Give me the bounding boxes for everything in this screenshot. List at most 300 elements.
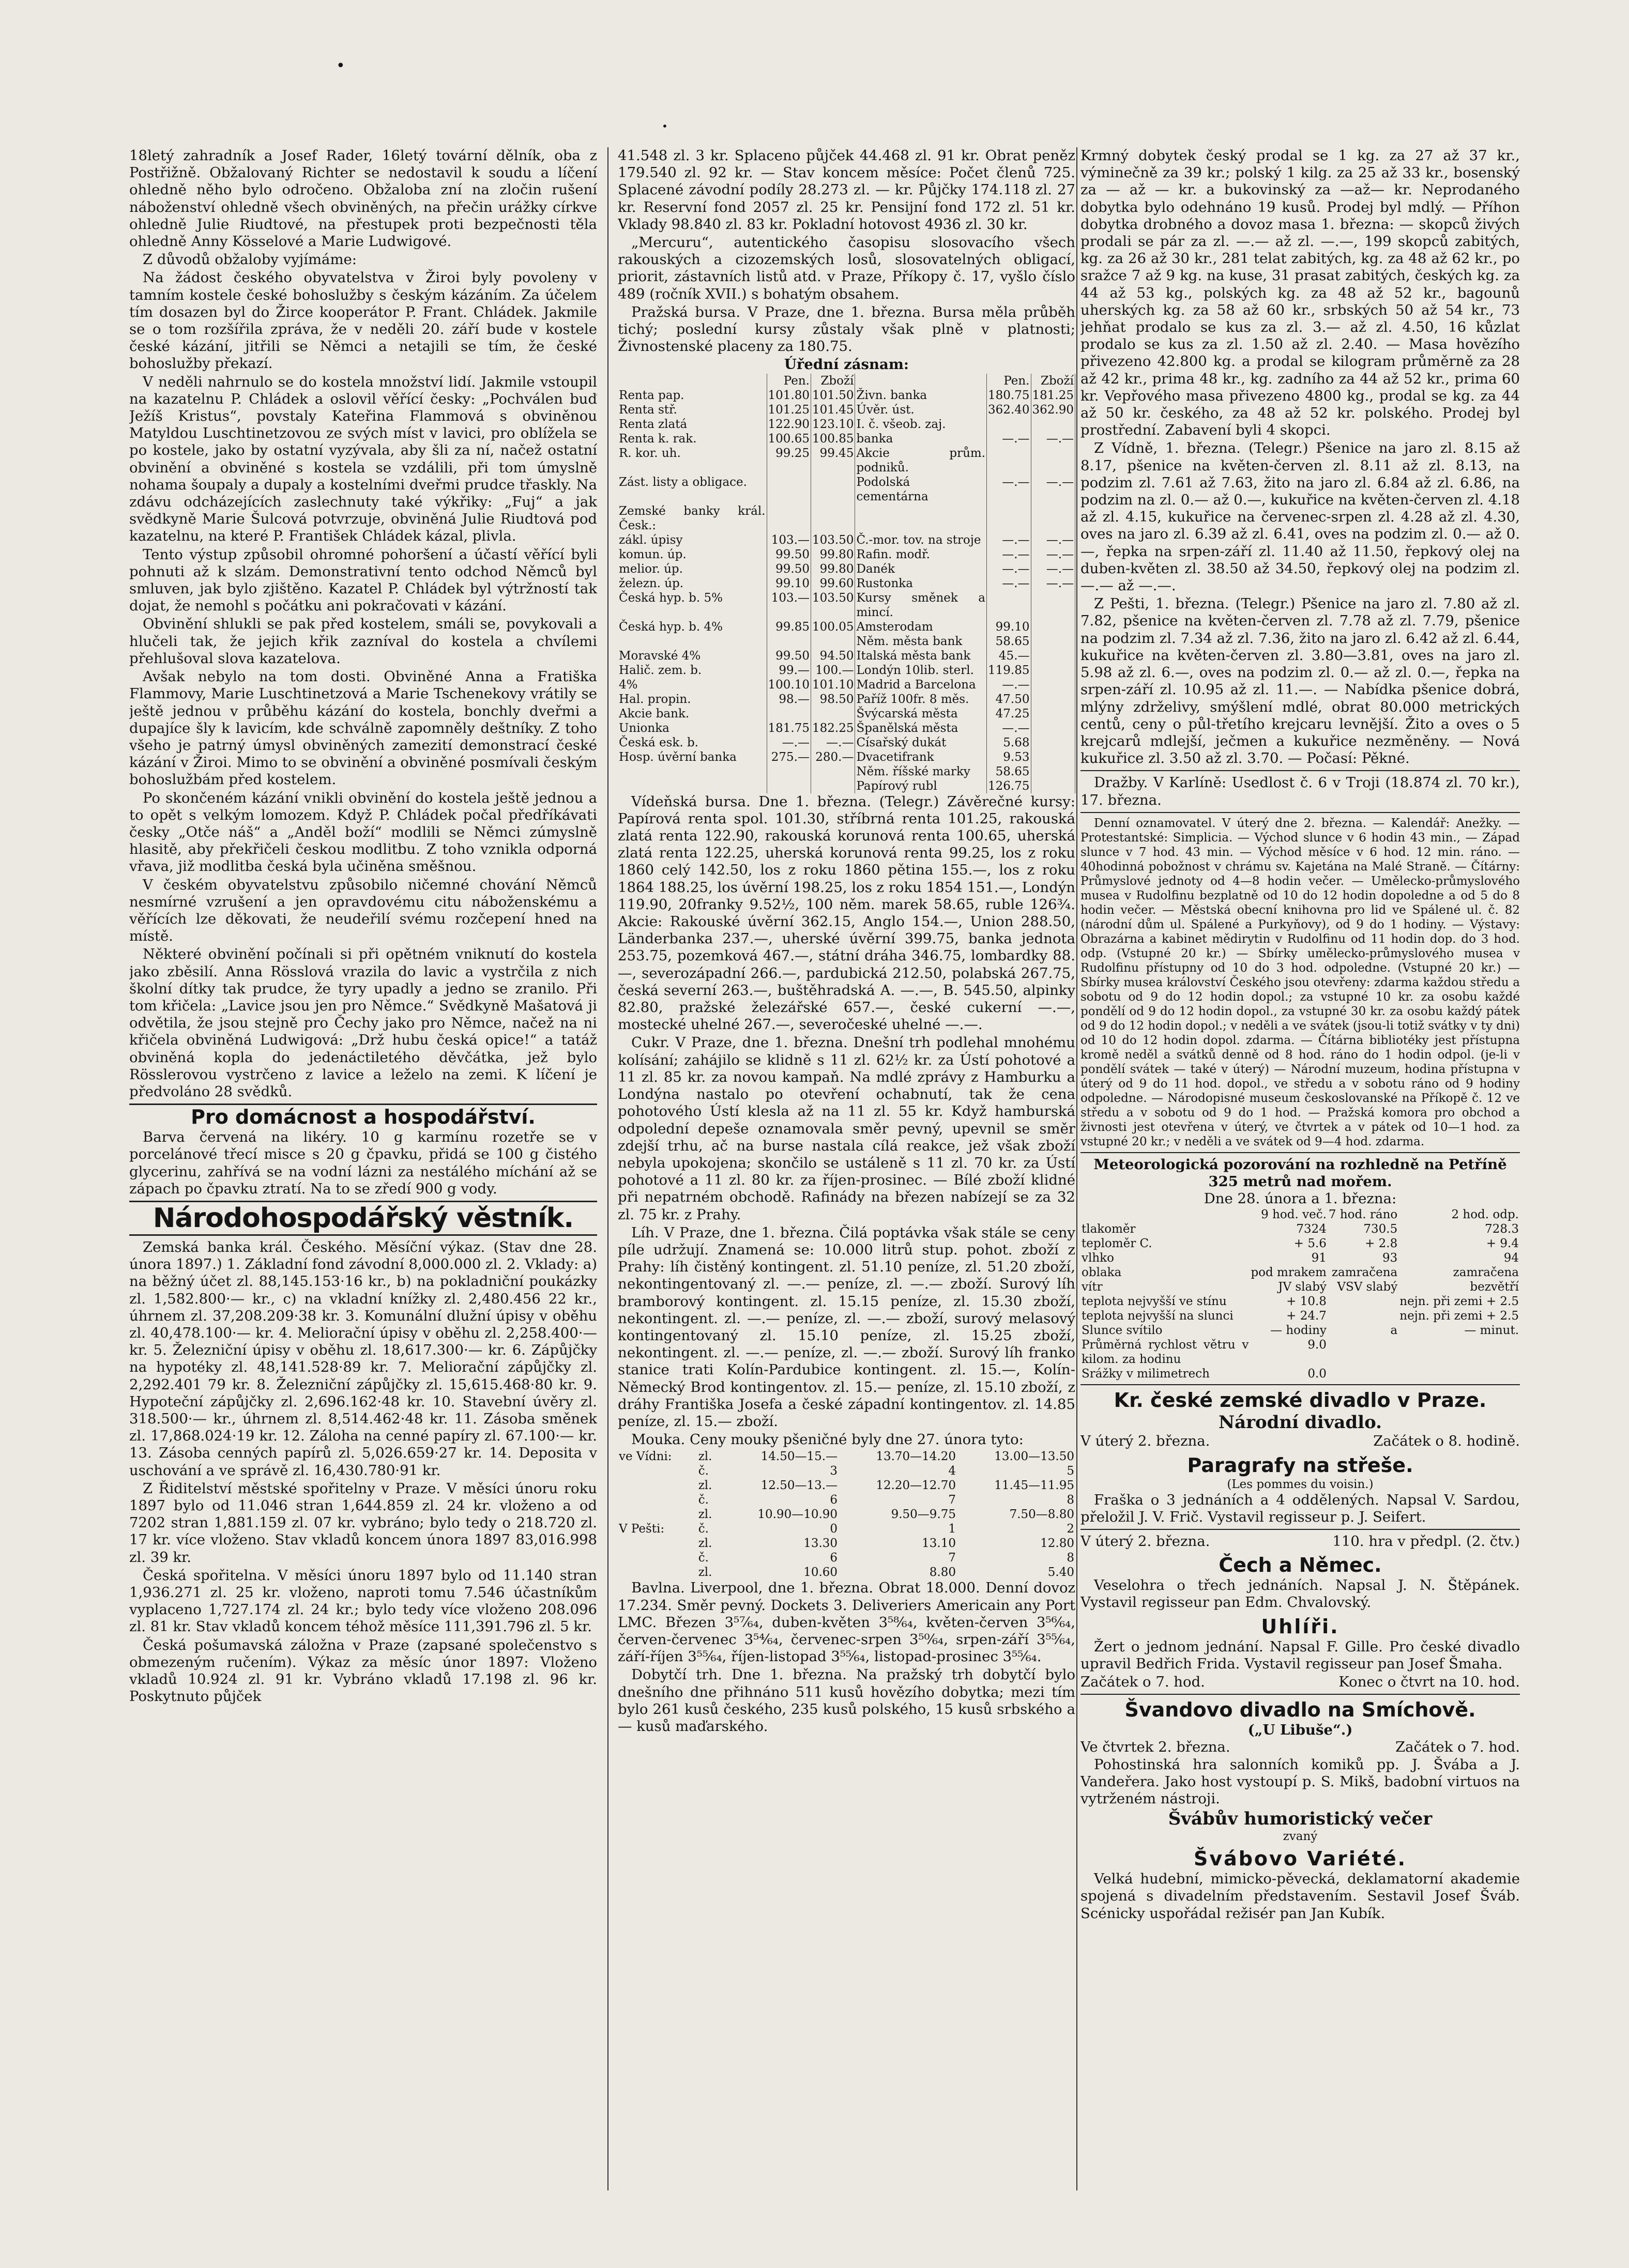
- table-cell: 0: [830, 1522, 838, 1536]
- table-row: [618, 692, 1075, 707]
- table-cell: R. kor. uh.: [618, 446, 767, 475]
- table-row: [618, 721, 1075, 735]
- column-header: 2 hod. odp.: [1451, 1208, 1519, 1222]
- table-cell: [1031, 707, 1075, 721]
- table-cell: Akcie bank.: [618, 707, 767, 721]
- spirits-market-report: Líh. V Praze, dne 1. března. Čilá poptávka však stále se ceny píle udržují. Znamená se: 10.000 litrů stup. pohot. zboží z Prahy: líh čistěný kontingent. zl. 51.10 peníze, zl. 51.20 zboží, nekontingentovaný zl. —.— peníze, zl. —.— zboží. Surový líh bramborový kontingent. zl. 15.15 peníze, zl. 15.30 zboží, nekontingent. zl. —.— peníze, zl. —.— zboží, surový melasový kontingentovaný zl. 15.10 peníze, zl. 15.25 zboží, nekontingent. zl. —.— peníze, zl. —.— zboží. Surový líh franko stanice trati Kolín-Pardubice kontingent. zl. 15.—, Kolín-Německý Brod kontingentov. zl. 15.— peníze, zl. 15.10 zboží, z dráhy Františka Josefa a české západní kontingentov. zl. 14.85 peníze, zl. 15.— zboží.: [618, 1224, 1075, 1430]
- table-cell: [1031, 678, 1075, 692]
- table-cell: 4: [948, 1464, 956, 1478]
- divider: [1080, 1529, 1520, 1530]
- table-cell: 1: [948, 1522, 956, 1536]
- table-cell: [1328, 1294, 1398, 1309]
- table-cell: 99.10: [987, 620, 1031, 634]
- table-cell: Zemské banky král. Česk.:: [618, 504, 767, 533]
- table-cell: JV slabý: [1278, 1280, 1327, 1294]
- table-cell: 8: [1067, 1551, 1074, 1565]
- table-row: [618, 591, 1075, 620]
- table-cell: [987, 446, 1031, 475]
- column-header: 7 hod. ráno: [1328, 1208, 1398, 1222]
- prague-exchange-rows: [618, 388, 1075, 793]
- table-cell: č.: [698, 1522, 709, 1536]
- table-cell: 181.25: [1031, 388, 1075, 403]
- household-tip: Barva červená na likéry. 10 g karmínu rozetře se v porcelánové třecí misce s 20 g čpavku, přidá se 100 g čistého glycerinu, zahřívá se na vodní lázni za nestálého míchání až se zápach po čpavku ztratí. Na to se zředí 900 g vody.: [129, 1129, 597, 1197]
- table-cell: [1031, 692, 1075, 707]
- table-cell: [618, 1507, 697, 1522]
- table-cell: ve Vídni:: [619, 1450, 672, 1464]
- table-cell: [618, 1551, 697, 1565]
- table-row: [618, 533, 1075, 547]
- table-cell: Průměrná rychlost větru v kilom. za hodinu: [1082, 1338, 1249, 1367]
- table-cell: [987, 417, 1031, 432]
- table-cell: zamračena: [1331, 1266, 1398, 1280]
- table-cell: [1031, 591, 1075, 620]
- table-cell: 99.50: [767, 547, 811, 562]
- table-row: [618, 446, 1075, 475]
- table-cell: 99.25: [767, 446, 811, 475]
- table-cell: [767, 764, 811, 779]
- table-cell: Kursy směnek a mincí.: [855, 591, 987, 620]
- table-cell: [618, 779, 767, 793]
- table-cell: 93: [1382, 1251, 1398, 1265]
- table-cell: [618, 1565, 697, 1580]
- table-cell: vítr: [1082, 1280, 1103, 1294]
- table-row: [618, 475, 1075, 504]
- table-cell: [1398, 1338, 1520, 1367]
- table-cell: —.—: [987, 533, 1031, 547]
- table-row: [618, 735, 1075, 750]
- flour-prices-rows: [618, 1449, 1075, 1580]
- table-cell: —.—: [1031, 547, 1075, 562]
- table-row: [618, 562, 1075, 576]
- divider: [1080, 1384, 1520, 1385]
- table-cell: V Pešti:: [619, 1522, 665, 1536]
- table-cell: 6: [830, 1551, 838, 1565]
- svanda-date: Ve čtvrtek 2. března.: [1080, 1739, 1230, 1756]
- vienna-exchange-report: Vídeňská bursa. Dne 1. března. (Telegr.) Závěrečné kursy: Papírová renta spol. 101.30, stříbrná renta 101.25, rakouská zlatá renta 122.90, rakouská korunová renta 100.65, uherská zlatá renta 122.25, uherská korunová renta 99.25, los z roku 1860 celý 142.50, los z roku 1860 pětina 155.—, los z roku 1864 188.25, los úvěrní 198.25, los z roku 1854 151.—, Londýn 119.90, 20franky 9.52½, 100 něm. marek 58.65, ruble 126¾. Akcie: Rakouské úvěrní 362.15, Anglo 154.—, Union 288.50, Länderbanka 237.—, uherské úvěrní 399.75, banka jednota 253.75, pozemková 467.—, státní dráha 346.75, lombardky 88.—, severozápadní 266.—, pardubická 212.50, polabská 267.75, česká severní 263.—, buštěhradská A. —.—, B. 545.50, alpinky 82.80, pražské železářské 657.—, české cukerní —.—, mostecké uhelné 267.—, severočeské uhelné —.—.: [618, 793, 1075, 1033]
- table-cell: Halič. zem. b.: [618, 663, 767, 678]
- table-cell: [1328, 1338, 1398, 1367]
- table-cell: 12.20—12.70: [876, 1479, 956, 1493]
- table-row: [1080, 1236, 1520, 1251]
- table-row: [618, 432, 1075, 446]
- table-cell: bezvětří: [1470, 1280, 1519, 1294]
- table-cell: 13.30: [803, 1537, 838, 1551]
- table-header-row: [1080, 1207, 1520, 1222]
- table-row: [618, 504, 1075, 533]
- table-cell: [987, 591, 1031, 620]
- table-cell: + 24.7: [1286, 1309, 1327, 1323]
- ink-mark-small: •: [662, 120, 668, 132]
- table-cell: 126.75: [987, 779, 1031, 793]
- table-row: [618, 1522, 1075, 1536]
- table-cell: + 5.6: [1293, 1237, 1327, 1251]
- prague-exchange-table: [618, 374, 1075, 793]
- table-cell: Něm. říšské marky: [855, 764, 987, 779]
- table-cell: [1031, 764, 1075, 779]
- table-cell: Hal. propin.: [618, 692, 767, 707]
- table-cell: 7: [948, 1551, 956, 1565]
- table-cell: 123.10: [811, 417, 855, 432]
- table-cell: —.—: [1031, 576, 1075, 591]
- table-cell: —.—: [987, 678, 1031, 692]
- sugar-market-report: Cukr. V Praze, dne 1. března. Dnešní trh podlehal mnohému kolísání; zahájilo se klidně s 11 zl. 62½ kr. za Ústí pohotové a 11 zl. 85 kr. za novou kampaň. Na mdlé zprávy z Hamburku a Londýna nastalo po otevření ochabnutí, tak že cena pohotového Ústí klesla až na 11 zl. 55 kr. Když hamburská odpolední depeše oznamovala směr pevný, upevnil se směr zdejší trhu, ač na burse nastala cílá reakce, jež však zboží nebyla upokojena; skončilo se ustáleně s 11 zl. 70 kr. za Ústí pohotové a 11 zl. 80 kr. za říjen-prosinec. — Bílé zboží klidné při nepatrném obchodě. Rafinády na březen nabízejí se za 32 zl. 75 kr. z Prahy.: [618, 1034, 1075, 1223]
- table-cell: 99.45: [811, 446, 855, 475]
- table-cell: 280.—: [811, 750, 855, 764]
- court-report-p5: Obvinění shlukli se pak před kostelem, smáli se, povykovali a hlučeli tak, že jejich křik zazníval do kostela a chvílemi přehlušoval slova kazatelova.: [129, 616, 597, 667]
- table-row: [618, 1493, 1075, 1507]
- table-cell: 7.50—8.80: [1009, 1508, 1074, 1522]
- table-cell: 8: [1067, 1493, 1074, 1507]
- table-cell: 4%: [618, 678, 767, 692]
- table-row: [618, 750, 1075, 764]
- table-row: [618, 663, 1075, 678]
- section-heading-household: Pro domácnost a hospodářství.: [129, 1104, 597, 1129]
- table-cell: 98.—: [767, 692, 811, 707]
- court-report-p8: V českém obyvatelstvu způsobilo ničemné chování Němců nesmírné vzrušení a jen opravdovému citu náboženskému a věřících lze děkovati, že neudeřilí svému rozčepení hned na místě.: [129, 876, 597, 945]
- court-report-p9: Některé obvinění počínali si při opětném vniknutí do kostela jako zběsilí. Anna Rösslová vrazila do lavic a vystrčila z nich školní dítky tak prudce, že tyry upadly a jedno se zranilo. Při tom křičela: „Lavice jsou jen pro Němce.“ Svědkyně Mašatová ji odvětila, že jsou stejně pro Čechy jako pro Němce, načež na ni křičela obviněná Ludwigová: „Drž hubu česká opice!“ a tatáž obviněná kopla do jedenáctiletého děvčátka, jež bylo Rösslerovou vystrčeno z lavice a leželo na zemi. K líčení je předvoláno 28 svědků.: [129, 946, 597, 1100]
- table-cell: Něm. města bank: [855, 634, 987, 649]
- table-cell: + 9.4: [1486, 1237, 1519, 1251]
- table-cell: [1398, 1367, 1520, 1381]
- table-cell: [1031, 634, 1075, 649]
- table-cell: Papírový rubl: [855, 779, 987, 793]
- table-cell: [618, 634, 767, 649]
- table-cell: 181.75: [767, 721, 811, 735]
- table-cell: Rafin. modř.: [855, 547, 987, 562]
- table-cell: [1031, 620, 1075, 634]
- court-report-p4: Tento výstup způsobil ohromné pohoršení a účastí věřící byli pohnuti až k slzám. Demonstrativní tento odchod Němců byl smluven, jak bylo zjištěno. Kazatel P. Chládek byl výtržností tak dojat, že nemohl s počátku ani pokračovati v kázání.: [129, 546, 597, 615]
- table-cell: tlakoměr: [1082, 1222, 1136, 1236]
- pest-grain-report: Z Pešti, 1. března. (Telegr.) Pšenice na jaro zl. 7.80 až zl. 7.82, pšenice na květen-červen zl. 7.78 až zl. 7.79, pšenice na podzim zl. 7.34 až zl. 7.36, žito na jaro zl. 6.42 až zl. 6.44, kukuřice na květen-červen zl. 3.80—3.81, oves na jaro zl. 5.98 až zl. 6.—, oves na podzim zl. 0.— až zl. 0.—, řepka na srpen-září zl. 10.95 až zl. 11.—. — Nabídka pšenice dobrá, mlýny zdrželivy, smýšlení mdlé, obrat 80.000 metrických centů, ceny o půl-třetího krejcaru levnější. Žito a oves o 5 krejcarů mdlejší, ječmen a kukuřice nezměněny. — Nová kukuřice zl. 3.50 až zl. 3.70. — Počasí: Pěkné.: [1080, 595, 1520, 767]
- column-3: [1080, 147, 1520, 2190]
- court-report-p7: Po skončeném kázání vnikli obvinění do kostela ještě jednou a to opět s velkým lomozem. Když P. Chládek počal předříkávati česky „Otče náš“ a „Anděl boží“ modlili se Němci zúmyslně hlasitě, aby překřičeli českou modlitbu. Z toho vznikla odporná vřava, již modlitba česká byla učiněna směšnou.: [129, 789, 597, 875]
- table-cell: [811, 475, 855, 504]
- table-cell: zamračena: [1453, 1266, 1519, 1280]
- divider: [1080, 812, 1520, 813]
- table-cell: —.—: [767, 735, 811, 750]
- table-cell: [767, 707, 811, 721]
- svanda-meta: [1080, 1739, 1520, 1756]
- table-cell: 99.80: [811, 547, 855, 562]
- table-cell: 3: [830, 1464, 838, 1478]
- table-cell: a: [1390, 1324, 1398, 1338]
- table-cell: Renta k. rak.: [618, 432, 767, 446]
- table-cell: 103.50: [811, 591, 855, 620]
- table-cell: [767, 504, 811, 533]
- table-row: [1080, 1323, 1520, 1338]
- meteo-rows: [1080, 1222, 1520, 1381]
- table-cell: zl.: [698, 1479, 712, 1493]
- table-cell: 103.—: [767, 591, 811, 620]
- table-cell: 180.75: [987, 388, 1031, 403]
- table-cell: —.—: [987, 562, 1031, 576]
- table-cell: Unionka: [618, 721, 767, 735]
- table-cell: 9.53: [987, 750, 1031, 764]
- show-1-start: Začátek o 8. hodině.: [1373, 1433, 1520, 1450]
- table-cell: Danék: [855, 562, 987, 576]
- table-cell: 119.85: [987, 663, 1031, 678]
- table-cell: 11.45—11.95: [994, 1479, 1074, 1493]
- table-cell: 94.50: [811, 649, 855, 663]
- table-cell: 101.45: [811, 403, 855, 417]
- table-cell: + 10.8: [1286, 1295, 1327, 1309]
- sumava-loan-report: Česká pošumavská záložna v Praze (zapsané společenstvo s obmezeným ručením). Výkaz za měsíc únor 1897: Vloženo vkladů 10.924 zl. 91 kr. Vybráno vkladů 17.198 zl. 96 kr. Poskytnuto půjček: [129, 1636, 597, 1705]
- section-heading-economic-bulletin: Národohospodářský věstník.: [129, 1201, 597, 1236]
- table-cell: zl.: [698, 1566, 712, 1580]
- table-cell: — hodiny: [1270, 1324, 1327, 1338]
- table-row: [1080, 1222, 1520, 1236]
- divider: [1080, 1152, 1520, 1153]
- table-cell: 5.68: [987, 735, 1031, 750]
- table-cell: železn. úp.: [618, 576, 767, 591]
- table-cell: 101.25: [767, 403, 811, 417]
- table-cell: —.—: [1031, 562, 1075, 576]
- table-cell: 100.85: [811, 432, 855, 446]
- table-row: [1080, 1338, 1520, 1367]
- table-row: [618, 1507, 1075, 1522]
- table-row: [618, 764, 1075, 779]
- table-cell: 13.10: [922, 1537, 956, 1551]
- table-row: [618, 1551, 1075, 1565]
- table-row: [618, 649, 1075, 663]
- table-cell: 99.—: [767, 663, 811, 678]
- table-cell: Italská města bank: [855, 649, 987, 663]
- table-cell: 7: [948, 1493, 956, 1507]
- table-row: [618, 1478, 1075, 1493]
- table-cell: 8.80: [929, 1566, 956, 1580]
- table-cell: 99.60: [811, 576, 855, 591]
- table-cell: nejn. při zemi + 2.5: [1399, 1309, 1519, 1323]
- svab-variete-title: Švábovo Variété.: [1193, 1847, 1407, 1871]
- theatre-subtitle: Národní divadlo.: [1218, 1412, 1382, 1433]
- table-cell: 12.80: [1040, 1537, 1074, 1551]
- table-cell: melior. úp.: [618, 562, 767, 576]
- table-row: [1080, 1367, 1520, 1381]
- table-cell: 7324: [1296, 1222, 1327, 1236]
- table-cell: [618, 1493, 697, 1507]
- table-cell: Česká hyp. b. 5%: [618, 591, 767, 620]
- table-cell: 730.5: [1363, 1222, 1398, 1236]
- table-cell: [855, 504, 987, 533]
- table-cell: č.: [698, 1551, 709, 1565]
- table-cell: [811, 707, 855, 721]
- table-row: [618, 779, 1075, 793]
- table-cell: 101.10: [811, 678, 855, 692]
- table-cell: + 2.8: [1365, 1237, 1398, 1251]
- show-3-meta: [1080, 1674, 1520, 1691]
- court-report-p1: Z důvodů obžaloby vyjímáme:: [143, 251, 357, 268]
- table-cell: [811, 634, 855, 649]
- show-3-start: Začátek o 7. hod.: [1080, 1673, 1205, 1690]
- table-cell: Srážky v milimetrech: [1082, 1367, 1210, 1381]
- column-header: Pen.: [987, 374, 1031, 388]
- table-cell: Hosp. úvěrní banka: [618, 750, 767, 764]
- table-cell: [618, 1536, 697, 1551]
- table-cell: Dvacetifrank: [855, 750, 987, 764]
- table-cell: oblaka: [1082, 1266, 1122, 1280]
- meteo-subtitle: 325 metrů nad mořem.: [1208, 1173, 1392, 1190]
- table-cell: banka: [855, 432, 987, 446]
- table-cell: 100.65: [767, 432, 811, 446]
- court-report-p3: V neděli nahrnulo se do kostela množství lidí. Jakmile vstoupil na kazatelnu P. Chládek a oslovil věřící česky: „Pochválen buď Ježíš Kristus“, povstaly Kateřina Flammová s obviněnou Matyldou Luschtinetzovou ze svých míst v lavici, pro oblížela se po kostele, jako by ostatní vyzývala, aby šli za ní, načež ostatní obvinění a obviněné s kostela se vzdálili, při tom úmyslně nohama šoupaly a dupaly a kostelními dveřmi prudce třaskly. Na zdávu odcházejících zaslechnuty také výkřiky: „Fuj“ a jak svědkyně Marie Šulcová potvrzuje, obviněná Julie Riudtová pod kazatelnu, na které P. František Chládek kázal, plivla.: [129, 373, 597, 545]
- table-cell: Londýn 10lib. sterl.: [855, 663, 987, 678]
- table-cell: Živn. banka: [855, 388, 987, 403]
- court-report-p2: Na žádost českého obyvatelstva v Žiroi byly povoleny v tamním kostele české bohoslužby s českým kázáním. Za účelem tím dosazen byl do Žirce kooperátor P. Frant. Chládek. Jakmile se o tom rozšířila zpráva, že v neděli 20. září bude v kostele české kázání, jitřili se Němci a netajili se tím, že české bohoslužby překazí.: [129, 269, 597, 372]
- table-cell: teploměr C.: [1082, 1237, 1152, 1251]
- table-cell: [811, 779, 855, 793]
- table-cell: 103.50: [811, 533, 855, 547]
- table-cell: Amsterodam: [855, 620, 987, 634]
- land-bank-report: Zemská banka král. Českého. Měsíční výkaz. (Stav dne 28. února 1897.) 1. Základní fond závodní 8,000.000 zl. 2. Vklady: a) na běžný účet zl. 88,145.153·16 kr., b) na pokladniční poukázky zl. 1,582.800·— kr., c) na vkladní knížky zl. 2,480.456 22 kr., úhrnem zl. 37,208.209·38 kr. 3. Komunální dlužní úpisy v oběhu zl. 40,478.100·— kr. 4. Meliorační úpisy v oběhu zl. 2,258.400·— kr. 5. Železniční úpisy v oběhu zl. 18,617.300·— kr. 6. Zápůjčky na hypotéky zl. 48,141.528·89 kr. 7. Meliorační zápůjčky zl. 2,292.401 79 kr. 8. Železniční zápůjčky zl. 15,615.468·80 kr. 9. Hypoteční zápůjčky zl. 2,696.162·48 kr. 10. Stavební úvěry zl. 318.500·— kr., úhrnem zl. 8,514.462·48 kr. 11. Zásoba směnek zl. 17,868.024·19 kr. 12. Záloha na cenné papíry zl. 67.100·— kr. 13. Zásoba cenných papírů zl. 5,026.659·27 kr. 14. Deposita v uschování a ve správě zl. 16,430.780·91 kr.: [129, 1238, 597, 1479]
- table-cell: 5.40: [1047, 1566, 1074, 1580]
- table-cell: 14.50—15.—: [760, 1450, 838, 1464]
- table-cell: teplota nejvyšší ve stínu: [1082, 1295, 1227, 1309]
- table-cell: 122.90: [767, 417, 811, 432]
- table-cell: Č.-mor. tov. na stroje: [855, 533, 987, 547]
- table-cell: 58.65: [987, 634, 1031, 649]
- table-cell: 100.10: [767, 678, 811, 692]
- table-cell: [767, 779, 811, 793]
- table-cell: —.—: [987, 475, 1031, 504]
- table-row: [618, 547, 1075, 562]
- table-cell: teplota nejvyšší na slunci: [1082, 1309, 1234, 1323]
- table-cell: 47.25: [987, 707, 1031, 721]
- table-cell: Renta pap.: [618, 388, 767, 403]
- table-cell: [1328, 1367, 1398, 1381]
- table-row: [618, 707, 1075, 721]
- table-row: [618, 1565, 1075, 1580]
- table-cell: Císařský dukát: [855, 735, 987, 750]
- court-report-intro: 18letý zahradník a Josef Rader, 16letý tovární dělník, oba z Postřižně. Obžalovaný Richter se nedostavil k soudu a líčení ohledně něho bylo odročeno. Obžaloba zní na zločin rušení náboženství ohledně všech obviněných, na přečin urážky církve ohledně Julie Riudtové, na přestupek proti bezpečnosti těla ohledně Anny Kösselové a Marie Ludwigové.: [129, 147, 597, 250]
- table-cell: 47.50: [987, 692, 1031, 707]
- loan-report-continued: 41.548 zl. 3 kr. Splaceno půjček 44.468 zl. 91 kr. Obrat peněz 179.540 zl. 92 kr. — Stav koncem měsíce: Počet členů 725. Splacené závodní podíly 28.273 zl. — kr. Půjčky 174.118 zl. 27 kr. Reservní fond 2057 zl. 25 kr. Pensijní fond 172 zl. 51 kr. Vklady 98.840 zl. 83 kr. Pokladní hotovost 4936 zl. 30 kr.: [618, 147, 1075, 233]
- table-cell: [767, 634, 811, 649]
- table-cell: [1031, 649, 1075, 663]
- column-header: Zboží: [811, 374, 855, 388]
- table-cell: 275.—: [767, 750, 811, 764]
- table-cell: 100.05: [811, 620, 855, 634]
- table-row: [618, 388, 1075, 403]
- column-header: Pen.: [767, 374, 811, 388]
- table-cell: 99.50: [767, 562, 811, 576]
- table-row: [618, 620, 1075, 634]
- table-cell: Švýcarská města: [855, 707, 987, 721]
- table-cell: 58.65: [987, 764, 1031, 779]
- table-cell: [1031, 779, 1075, 793]
- table-cell: 94: [1503, 1251, 1519, 1265]
- show-1-original-title: (Les pommes du voisin.): [1227, 1477, 1374, 1491]
- cattle-market-report: Dobytčí trh. Dne 1. března. Na pražský trh dobytčí bylo dnešního dne přihnáno 511 kusů hovězího dobytka; mezi tím bylo 261 kusů českého, 235 kusů polského, 15 kusů srbského a — kusů maďarského.: [618, 1666, 1075, 1735]
- meteo-date: Dne 28. února a 1. března:: [1204, 1190, 1397, 1207]
- table-cell: —.—: [1031, 475, 1075, 504]
- flour-prices-intro: Mouka. Ceny mouky pšeničné byly dne 27. února tyto:: [631, 1431, 1024, 1448]
- table-cell: pod mrakem: [1251, 1266, 1327, 1280]
- table-cell: [1328, 1309, 1398, 1323]
- table-cell: —.—: [987, 432, 1031, 446]
- table-cell: —.—: [987, 576, 1031, 591]
- table-cell: 103.—: [767, 533, 811, 547]
- table-cell: [1031, 721, 1075, 735]
- table-cell: 98.50: [811, 692, 855, 707]
- table-cell: [1031, 417, 1075, 432]
- vienna-grain-report: Z Vídně, 1. března. (Telegr.) Pšenice na jaro zl. 8.15 až 8.17, pšenice na květen-červen zl. 8.11 až zl. 8.13, na podzim zl. 7.61 až 7.63, žito na jaro zl. 6.84 až zl. 6.86, na podzim na zl. 0.— až 0.—, kukuřice na květen-červen zl. 4.18 až zl. 4.15, kukuřice na červenec-srpen zl. 4.28 až zl. 4.30, oves na jaro zl. 6.39 až zl. 6.41, oves na podzim zl. 0.— až 0.—, řepka na srpen-září zl. 11.40 až 11.50, řepkový olej na duben-květen zl. 38.50 až 34.50, řepkový olej na podzim zl. —.— až —.—.: [1080, 440, 1520, 594]
- table-cell: 182.25: [811, 721, 855, 735]
- table-cell: 362.90: [1031, 403, 1075, 417]
- mercur-notice: „Mercuru“, autentického časopisu slosovacího všech rakouských a cizozemských losů, slosovatelných obligací, priorit, zástavních listů atd. v Praze, Příkopy č. 17, vyšlo číslo 489 (ročník XVII.) s bohatým obsahem.: [618, 234, 1075, 302]
- meteo-table: [1080, 1207, 1520, 1381]
- table-cell: č.: [698, 1464, 709, 1478]
- table-cell: Madrid a Barcelona: [855, 678, 987, 692]
- table-cell: 99.85: [767, 620, 811, 634]
- table-row: [618, 1464, 1075, 1478]
- svanda-theatre-title: Švandovo divadlo na Smíchově.: [1124, 1698, 1476, 1722]
- divider: [1080, 1694, 1520, 1695]
- column-header: Zboží: [1031, 374, 1075, 388]
- svanda-description: Pohostinská hra salonních komiků pp. J. Švába a J. Vandeřera. Jako host vystoupí p. S. Mikš, badobní virtuos na vytrženém nástroji.: [1080, 1756, 1520, 1807]
- table-cell: 362.40: [987, 403, 1031, 417]
- table-cell: zl.: [698, 1537, 712, 1551]
- table-cell: zl.: [698, 1450, 712, 1464]
- table-cell: —.—: [1031, 533, 1075, 547]
- table-cell: zl.: [698, 1508, 712, 1522]
- table-cell: [618, 1478, 697, 1493]
- table-cell: 728.3: [1485, 1222, 1519, 1236]
- table-cell: 10.90—10.90: [757, 1508, 838, 1522]
- table-row: [618, 1449, 1075, 1464]
- table-cell: 45.—: [987, 649, 1031, 663]
- table-row: [1080, 1280, 1520, 1294]
- table-cell: Slunce svítilo: [1082, 1324, 1163, 1338]
- show-1-meta: [1080, 1433, 1520, 1450]
- table-cell: 10.60: [803, 1566, 838, 1580]
- table-cell: 100.—: [811, 663, 855, 678]
- table-row: [1080, 1309, 1520, 1323]
- table-cell: [618, 1464, 697, 1478]
- show-2-description: Veselohra o třech jednáních. Napsal J. N. Štěpánek. Vystavil regisseur pan Edm. Chvalovský.: [1080, 1577, 1520, 1611]
- court-report-p6: Avšak nebylo na tom dosti. Obviněné Anna a Fratiška Flammovy, Marie Luschtinetzová a Marie Tschenekovy vrátily se ještě jednou v průběhu kázání do kostela, bonchly dveřmi a dupajíce šly k lavicím, kde schválně zapomněly deštníky. Z toho všeho je patrný úmysl obviněných zamezití demonstrací české kázání v Žiroi. Mimo to se obvinění a obviněné posmívali českým bohoslužbám před kostelem.: [129, 668, 597, 788]
- table-cell: [1031, 504, 1075, 533]
- svanda-theatre-subtitle: („U Libuše“.): [1247, 1722, 1353, 1739]
- table-cell: 2: [1067, 1522, 1074, 1536]
- table-cell: komun. úp.: [618, 547, 767, 562]
- table-cell: vlhko: [1082, 1251, 1114, 1265]
- table-cell: 0.0: [1307, 1367, 1327, 1381]
- table-cell: [1031, 663, 1075, 678]
- table-cell: Česká hyp. b. 4%: [618, 620, 767, 634]
- table-cell: 99.50: [767, 649, 811, 663]
- cotton-market-report: Bavlna. Liverpool, dne 1. března. Obrat 18.000. Denní dovoz 17.234. Směr pevný. Dockets 3. Deliveriers Americain any Port LMC. Březen 3⁵⁷⁄₆₄, duben-květen 3⁵⁸⁄₆₄, květen-červen 3⁵⁶⁄₆₄, červen-červenec 3⁵⁴⁄₆₄, červenec-srpen 3⁵⁰⁄₆₄, srpen-září 3⁵⁵⁄₆₄, září-říjen 3⁵⁵⁄₆₄, říjen-listopad 3⁵⁵⁄₆₄, listopad-prosinec 3⁵⁵⁄₆₄.: [618, 1580, 1075, 1665]
- table-cell: 5: [1067, 1464, 1074, 1478]
- flour-prices-table: [618, 1449, 1075, 1580]
- table-cell: [767, 475, 811, 504]
- column-2: [618, 147, 1075, 2190]
- table-cell: 13.70—14.20: [876, 1450, 956, 1464]
- table-cell: 99.80: [811, 562, 855, 576]
- column-rule-1: [607, 147, 608, 2190]
- table-cell: —.—: [811, 735, 855, 750]
- prague-exchange-intro: Pražská bursa. V Praze, dne 1. března. Bursa měla průběh tichý; poslední kursy zůstaly však plně v platnosti; Živnostenské placeny za 180.75.: [618, 303, 1075, 355]
- table-cell: Zást. listy a obligace.: [618, 475, 767, 504]
- table-cell: Renta stř.: [618, 403, 767, 417]
- table-cell: [811, 764, 855, 779]
- svab-evening-sub: zvaný: [1283, 1830, 1318, 1844]
- svab-evening-title: Švábův humoristický večer: [1168, 1809, 1433, 1830]
- svanda-start: Začátek o 7. hod.: [1395, 1739, 1520, 1756]
- table-cell: Paříž 100fr. 8 měs.: [855, 692, 987, 707]
- show-2-title: Čech a Němec.: [1219, 1554, 1382, 1577]
- table-cell: Renta zlatá: [618, 417, 767, 432]
- table-cell: —.—: [987, 547, 1031, 562]
